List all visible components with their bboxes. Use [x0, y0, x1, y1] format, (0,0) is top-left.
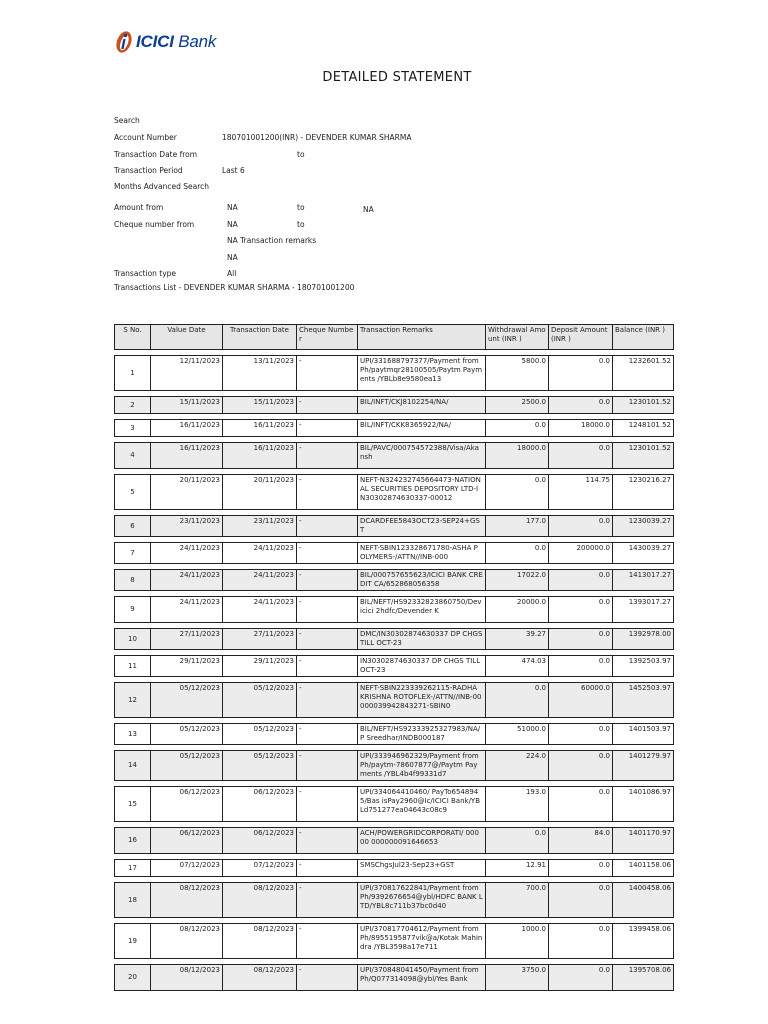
cell-transaction-date: 06/12/2023 — [223, 786, 297, 822]
statement-title: DETAILED STATEMENT — [322, 70, 472, 85]
cell-remarks: BIL/000757655623/ICICI BANK CREDIT CA/652868056358 — [358, 569, 486, 591]
cell-withdrawal: 177.0 — [486, 515, 549, 537]
cell-sno: 6 — [114, 515, 151, 537]
cell-sno: 15 — [114, 786, 151, 822]
table-row — [114, 396, 674, 414]
cell-sno: 17 — [114, 859, 151, 877]
cell-value-date: 15/11/2023 — [151, 396, 223, 414]
table-row — [114, 923, 674, 959]
cell-remarks: NEFT-N324232745664473-NATIONAL SECURITIES DEPOSITORY LTD-IN30302874630337-00012 — [358, 474, 486, 510]
cell-balance: 1248101.52 — [613, 419, 674, 437]
cell-value-date: 07/12/2023 — [151, 859, 223, 877]
cell-cheque-number: - — [297, 859, 358, 877]
amount-to-label: to — [297, 203, 305, 212]
cell-deposit: 0.0 — [549, 786, 613, 822]
amount-to-value: NA — [363, 205, 374, 214]
cell-transaction-date: 05/12/2023 — [223, 723, 297, 745]
cell-deposit: 0.0 — [549, 964, 613, 991]
cell-balance: 1400458.06 — [613, 882, 674, 918]
cell-remarks: UPI/334064410460/ PayTo6548945/Bas isPay2960@Ic/ICICI Bank/YBLd751277ea04643c08c9 — [358, 786, 486, 822]
table-row — [114, 655, 674, 677]
cell-remarks: NEFT-SBIN123328671780-ASHA POLYMERS-/ATTN//INB-000 — [358, 542, 486, 564]
cell-withdrawal: 0.0 — [486, 474, 549, 510]
cell-transaction-date: 29/11/2023 — [223, 655, 297, 677]
header-transaction-remarks: Transaction Remarks — [358, 324, 486, 350]
header-sno: S No. — [114, 324, 151, 350]
cell-value-date: 27/11/2023 — [151, 628, 223, 650]
header-balance: Balance (INR ) — [613, 324, 674, 350]
remarks-value: NA — [227, 253, 238, 262]
cell-remarks: UPI/370848041450/Payment from Ph/Q077314098@ybl/Yes Bank — [358, 964, 486, 991]
table-row — [114, 786, 674, 822]
cell-value-date: 12/11/2023 — [151, 355, 223, 391]
table-row — [114, 355, 674, 391]
cheque-from-value: NA — [227, 220, 238, 229]
cell-deposit: 0.0 — [549, 655, 613, 677]
cell-remarks: DMC/IN30302874630337 DP CHGS TILL OCT-23 — [358, 628, 486, 650]
cell-withdrawal: 474.03 — [486, 655, 549, 677]
cell-value-date: 20/11/2023 — [151, 474, 223, 510]
cell-value-date: 24/11/2023 — [151, 569, 223, 591]
cell-balance: 1392978.00 — [613, 628, 674, 650]
date-from-label: Transaction Date from — [114, 150, 198, 159]
advanced-search-label: Months Advanced Search — [114, 182, 209, 191]
table-header-row — [114, 324, 674, 350]
cell-sno: 5 — [114, 474, 151, 510]
cell-cheque-number: - — [297, 682, 358, 718]
cell-sno: 2 — [114, 396, 151, 414]
cell-sno: 14 — [114, 750, 151, 781]
table-row — [114, 882, 674, 918]
cell-value-date: 05/12/2023 — [151, 750, 223, 781]
cell-transaction-date: 16/11/2023 — [223, 419, 297, 437]
cell-cheque-number: - — [297, 827, 358, 854]
cell-balance: 1401503.97 — [613, 723, 674, 745]
cell-transaction-date: 08/12/2023 — [223, 923, 297, 959]
cell-withdrawal: 0.0 — [486, 419, 549, 437]
cell-sno: 19 — [114, 923, 151, 959]
cell-transaction-date: 24/11/2023 — [223, 596, 297, 623]
cell-remarks: UPI/370817704612/Payment from Ph/8955195877vik@a/Kotak Mahindra /YBL3598a17e711 — [358, 923, 486, 959]
cell-balance: 1399458.06 — [613, 923, 674, 959]
cell-sno: 10 — [114, 628, 151, 650]
cell-sno: 13 — [114, 723, 151, 745]
cell-cheque-number: - — [297, 964, 358, 991]
cell-withdrawal: 3750.0 — [486, 964, 549, 991]
cell-withdrawal: 0.0 — [486, 827, 549, 854]
cell-balance: 1230101.52 — [613, 442, 674, 469]
cell-withdrawal: 0.0 — [486, 542, 549, 564]
cell-transaction-date: 27/11/2023 — [223, 628, 297, 650]
account-number-value: 180701001200(INR) - DEVENDER KUMAR SHARMA — [222, 133, 412, 142]
icici-bank-logo — [114, 28, 216, 56]
cell-deposit: 0.0 — [549, 596, 613, 623]
cell-deposit: 0.0 — [549, 355, 613, 391]
cell-transaction-date: 16/11/2023 — [223, 442, 297, 469]
header-cheque-number: Cheque Number — [297, 324, 358, 350]
cell-deposit: 84.0 — [549, 827, 613, 854]
cell-value-date: 16/11/2023 — [151, 419, 223, 437]
cell-balance: 1430039.27 — [613, 542, 674, 564]
cell-cheque-number: - — [297, 923, 358, 959]
cell-balance: 1413017.27 — [613, 569, 674, 591]
cell-cheque-number: - — [297, 786, 358, 822]
cell-cheque-number: - — [297, 355, 358, 391]
cell-value-date: 23/11/2023 — [151, 515, 223, 537]
cell-withdrawal: 20000.0 — [486, 596, 549, 623]
table-row — [114, 542, 674, 564]
cell-cheque-number: - — [297, 569, 358, 591]
cell-remarks: DCARDFEE5843OCT23-SEP24+GST — [358, 515, 486, 537]
cell-withdrawal: 5800.0 — [486, 355, 549, 391]
cell-sno: 9 — [114, 596, 151, 623]
cell-deposit: 0.0 — [549, 515, 613, 537]
cell-withdrawal: 17022.0 — [486, 569, 549, 591]
cell-withdrawal: 12.91 — [486, 859, 549, 877]
cell-balance: 1230216.27 — [613, 474, 674, 510]
transaction-type-label: Transaction type — [114, 269, 177, 278]
cell-remarks: UPI/370817622841/Payment from Ph/9392676654@ybl/HDFC BANK LTD/YBL8c711b37bc0d40 — [358, 882, 486, 918]
cell-transaction-date: 24/11/2023 — [223, 569, 297, 591]
table-row — [114, 682, 674, 718]
cell-balance: 1401086.97 — [613, 786, 674, 822]
cell-cheque-number: - — [297, 474, 358, 510]
cell-balance: 1230039.27 — [613, 515, 674, 537]
cell-transaction-date: 05/12/2023 — [223, 750, 297, 781]
cell-transaction-date: 08/12/2023 — [223, 882, 297, 918]
cell-transaction-date: 20/11/2023 — [223, 474, 297, 510]
cell-withdrawal: 193.0 — [486, 786, 549, 822]
cell-value-date: 16/11/2023 — [151, 442, 223, 469]
table-row — [114, 723, 674, 745]
header-transaction-date: Transaction Date — [223, 324, 297, 350]
date-to-label: to — [297, 150, 305, 159]
cell-balance: 1401279.97 — [613, 750, 674, 781]
cell-sno: 8 — [114, 569, 151, 591]
cell-sno: 3 — [114, 419, 151, 437]
cell-balance: 1392503.97 — [613, 655, 674, 677]
cell-remarks: BIL/NEFT/HS92332823860750/Devicici 2hdfc/Devender K — [358, 596, 486, 623]
cell-value-date: 06/12/2023 — [151, 827, 223, 854]
cell-value-date: 05/12/2023 — [151, 682, 223, 718]
cell-value-date: 08/12/2023 — [151, 964, 223, 991]
cell-balance: 1452503.97 — [613, 682, 674, 718]
cell-cheque-number: - — [297, 596, 358, 623]
account-number-label: Account Number — [114, 133, 177, 142]
cell-sno: 16 — [114, 827, 151, 854]
cell-deposit: 0.0 — [549, 396, 613, 414]
cell-withdrawal: 1000.0 — [486, 923, 549, 959]
table-row — [114, 750, 674, 781]
cell-withdrawal: 2500.0 — [486, 396, 549, 414]
cell-transaction-date: 23/11/2023 — [223, 515, 297, 537]
bank-name: ICICI Bank — [136, 32, 217, 51]
cell-cheque-number: - — [297, 419, 358, 437]
cell-balance: 1401158.06 — [613, 859, 674, 877]
cell-cheque-number: - — [297, 882, 358, 918]
header-withdrawal-amount: Withdrawal Amount (INR ) — [486, 324, 549, 350]
amount-from-label: Amount from — [114, 203, 164, 212]
cell-cheque-number: - — [297, 442, 358, 469]
cell-value-date: 29/11/2023 — [151, 655, 223, 677]
cell-value-date: 05/12/2023 — [151, 723, 223, 745]
cell-transaction-date: 15/11/2023 — [223, 396, 297, 414]
cell-transaction-date: 24/11/2023 — [223, 542, 297, 564]
amount-from-value: NA — [227, 203, 238, 212]
cell-cheque-number: - — [297, 542, 358, 564]
cell-sno: 20 — [114, 964, 151, 991]
cell-deposit: 0.0 — [549, 859, 613, 877]
transaction-type-value: All — [227, 269, 237, 278]
cell-deposit: 0.0 — [549, 569, 613, 591]
cell-transaction-date: 05/12/2023 — [223, 682, 297, 718]
cheque-to-label: to — [297, 220, 305, 229]
cell-sno: 11 — [114, 655, 151, 677]
period-value: Last 6 — [222, 166, 245, 175]
cell-withdrawal: 51000.0 — [486, 723, 549, 745]
table-row — [114, 569, 674, 591]
cell-deposit: 0.0 — [549, 750, 613, 781]
period-label: Transaction Period — [114, 166, 183, 175]
transactions-table — [114, 319, 674, 996]
cell-cheque-number: - — [297, 396, 358, 414]
cell-sno: 12 — [114, 682, 151, 718]
cell-deposit: 0.0 — [549, 442, 613, 469]
cell-value-date: 08/12/2023 — [151, 923, 223, 959]
cell-withdrawal: 39.27 — [486, 628, 549, 650]
header-deposit-amount: Deposit Amount (INR ) — [549, 324, 613, 350]
cell-sno: 4 — [114, 442, 151, 469]
cell-withdrawal: 700.0 — [486, 882, 549, 918]
cell-balance: 1401170.97 — [613, 827, 674, 854]
cell-sno: 7 — [114, 542, 151, 564]
cell-remarks: UPI/331688797377/Payment from Ph/paytmqr28100505/Paytm Payments /YBLb8e9580ea13 — [358, 355, 486, 391]
cell-value-date: 24/11/2023 — [151, 542, 223, 564]
cell-deposit: 0.0 — [549, 723, 613, 745]
remarks-label: NA Transaction remarks — [227, 236, 317, 245]
cell-withdrawal: 0.0 — [486, 682, 549, 718]
cell-value-date: 24/11/2023 — [151, 596, 223, 623]
table-row — [114, 628, 674, 650]
table-row — [114, 596, 674, 623]
table-row — [114, 964, 674, 991]
cell-remarks: IN30302874630337 DP CHGS TILL OCT-23 — [358, 655, 486, 677]
table-row — [114, 859, 674, 877]
cell-remarks: BIL/PAVC/000754572388/Visa/Akansh — [358, 442, 486, 469]
cell-cheque-number: - — [297, 655, 358, 677]
cell-remarks: BIL/NEFT/HS92333925327983/NA/P Sreedhar/INDB000187 — [358, 723, 486, 745]
cell-sno: 18 — [114, 882, 151, 918]
cell-deposit: 0.0 — [549, 882, 613, 918]
cell-remarks: UPI/333946962329/Payment from Ph/paytm-78607877@/Paytm Payments /YBL4b4f99331d7 — [358, 750, 486, 781]
cell-deposit: 0.0 — [549, 628, 613, 650]
cell-remarks: NEFT-SBIN223339262115-RADHA KRISHNA ROTOFLEX-/ATTN//INB-00000039942843271-SBIN0 — [358, 682, 486, 718]
cell-cheque-number: - — [297, 628, 358, 650]
cell-deposit: 60000.0 — [549, 682, 613, 718]
cell-balance: 1393017.27 — [613, 596, 674, 623]
cell-withdrawal: 18000.0 — [486, 442, 549, 469]
cell-cheque-number: - — [297, 750, 358, 781]
cell-deposit: 0.0 — [549, 923, 613, 959]
cell-transaction-date: 06/12/2023 — [223, 827, 297, 854]
search-label: Search — [114, 116, 140, 125]
cell-transaction-date: 13/11/2023 — [223, 355, 297, 391]
cell-value-date: 06/12/2023 — [151, 786, 223, 822]
cell-balance: 1232601.52 — [613, 355, 674, 391]
cell-withdrawal: 224.0 — [486, 750, 549, 781]
cell-deposit: 200000.0 — [549, 542, 613, 564]
icici-logo-mark-icon — [114, 29, 134, 55]
cell-cheque-number: - — [297, 723, 358, 745]
cheque-from-label: Cheque number from — [114, 220, 195, 229]
cell-transaction-date: 08/12/2023 — [223, 964, 297, 991]
cell-deposit: 18000.0 — [549, 419, 613, 437]
cell-remarks: BIL/INFT/CKK8365922/NA/ — [358, 419, 486, 437]
table-row — [114, 474, 674, 510]
cell-remarks: ACH/POWERGRIDCORPORATI/ 00000 000000091646653 — [358, 827, 486, 854]
cell-remarks: SMSChgsJul23-Sep23+GST — [358, 859, 486, 877]
cell-balance: 1395708.06 — [613, 964, 674, 991]
table-row — [114, 515, 674, 537]
cell-cheque-number: - — [297, 515, 358, 537]
cell-deposit: 114.75 — [549, 474, 613, 510]
header-value-date: Value Date — [151, 324, 223, 350]
cell-balance: 1230101.52 — [613, 396, 674, 414]
cell-value-date: 08/12/2023 — [151, 882, 223, 918]
table-row — [114, 442, 674, 469]
cell-remarks: BIL/INFT/CKJ8102254/NA/ — [358, 396, 486, 414]
table-row — [114, 419, 674, 437]
cell-sno: 1 — [114, 355, 151, 391]
transactions-list-label: Transactions List - DEVENDER KUMAR SHARMA - 180701001200 — [114, 283, 355, 292]
cell-transaction-date: 07/12/2023 — [223, 859, 297, 877]
table-row — [114, 827, 674, 854]
